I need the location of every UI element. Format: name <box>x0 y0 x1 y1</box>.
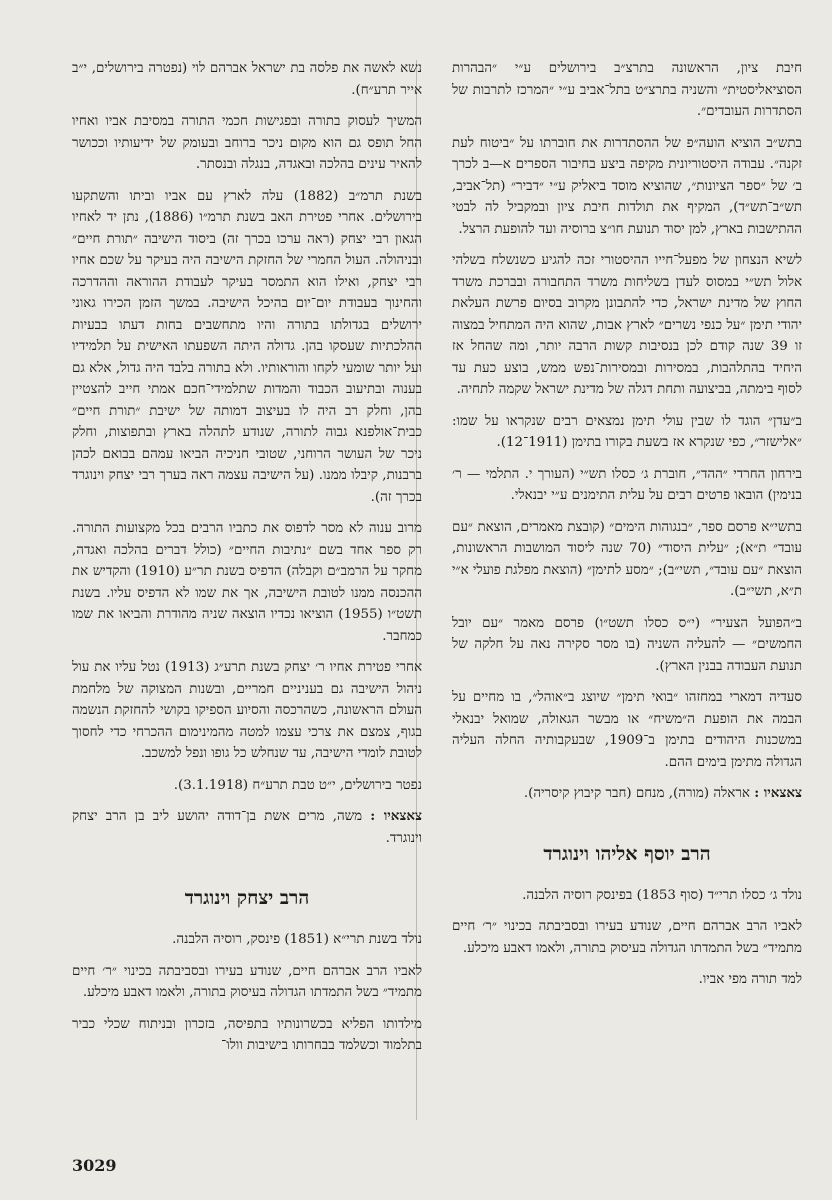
right-column <box>452 58 802 1001</box>
article-paragraph: נפטר בירושלים, י״ט טבת תרע״ח (3.1.1918). <box>173 777 422 793</box>
article-paragraph: מרוב ענוה לא מסר לדפוס את כתביו הרבים בכל מקצועות התורה. רק ספר אחד בשם ״נתיבות החיים״ (כולל דברים בהלכה ואגדה, מחקר על הרמב״ם וקבלה) הדפיס בשנת תר״ע (1910) והקדיש את ההכנסה ממנו לטובת הישיבה, אך את שמו לא הדפיס עליו. בשנת תשט״ו (1955) הוציאו נכדיו הוצאה שניה מהודרת והביאו את שמו כמחבר. <box>72 521 423 644</box>
bio-paragraph: לאביו הרב אברהם חיים, שנודע בעירו ובסביבתה בכינוי ״ר׳ חיים מתמיד״ בשל התמדתו הגדולה בעיסוק בתורה, ולאמו דאבע מיכלע. <box>452 919 802 956</box>
article-paragraph: בתשי״א פרסם ספר, ״בנגוהות הימים״ (קובצת מאמרים, הוצאת ״עם עובד״ ת״א); ״עלית היסוד״ (70 שנה ליסוד המושבות הראשונות, הוצאת ״עם עובד״, תשי״ב); ״מסע לתימן״ (הוצאת מפלגת פועלי א״י ת״א, תשי״ב). <box>452 519 803 599</box>
descendants-text: אראלה (מורה), מנחם (חבר קיבוץ קיסריה). <box>523 786 750 801</box>
article-paragraph: בירחון החרדי ״ההד״, חוברת ג׳ כסלו תש״י (העורך י. התלמי — ר׳ בנימין) הובאו פרטים רבים על עלית התימנים ע״י יבנאלי. <box>452 466 802 503</box>
entry-heading: הרב יוסף אליהו וינוגרד <box>543 842 711 865</box>
article-paragraph: בתש״ב הוציא הועה״פ של ההסתדרות את חוברתו על ״ביטוח לעת זקנה״. עבודה היסטוריונית מקיפה ביצע בחיבור הספרים א—ב לכרך ב׳ של ״ספר הציונות״, שהוציא מוסד ביאליק ע״י ״דביר״ (תל־אביב, תש״ב־תש״ד), המקיף את תולדות חיבת ציון ובמקביל לה לבטי ההתישבות בארץ, למן יסוד תנועת חו״צ ברוסיה ועד להופעת הרצל. <box>452 135 802 237</box>
descendants-line <box>72 806 422 849</box>
entry-heading: הרב יצחק וינוגרד <box>184 887 310 909</box>
bio-paragraph: נולד ג׳ כסלו תרי״ד (סוף 1853) בפינסק רוסיה הלבנה. <box>522 887 802 903</box>
article-paragraph: ב״עדן״ הוגד לו שבין עולי תימן נמצאים רבים שנקראו על שמו: ״אלישזר״, כפי שנקרא אז בשעת בקורו בתימן (1911־12). <box>452 413 802 450</box>
descendants-label: צאצאיו : <box>754 785 802 801</box>
descendants-text: משה, מרים אשת בן־דודה יהושע ליב בן הרב יצחק וינוגרד. <box>72 809 422 846</box>
descendants-line <box>452 783 802 805</box>
article-paragraph: המשיך לעסוק בתורה ובפגישות חכמי התורה במסיבת אביו ואחיו החל תופס גם הוא מקום ניכר ברוחב ובעומק של ידיעותיו וככושר להאיר עינים בהלכה ובאגדה, בנגלה ובנסתר. <box>72 114 422 172</box>
article-paragraph: לשיא הנצחון של מפעל־חייו ההיסטורי זכה להגיע כשנשלח בשלהי אלול תש״י במסוס לעדן בשליחות משרד התחבורה ובברכת משרד החוץ של מדינת ישראל, כדי להתבונן מקרוב בסיום פרשת העלאת יהודי תימן ״על כנפי נשרים״ לארץ אבות, שהוא היה המתחיל במצוה זו 39 שנה קודם לכן בנסיבות קשות הרבה יותר, ומה שהחל אז היחיד בהתלהבות, במסירות ובמסירות־נפש ממש, בוצע כעת עד לסוף בימתה, בביצועה ותחת דגלה של מדינת ישראל שקמה לתחיה. <box>452 253 803 397</box>
left-column <box>72 58 422 1067</box>
bio-paragraph: לאביו הרב אברהם חיים, שנודע בעירו ובסביבתה בכינוי ״ר׳ חיים מתמיד״ בשל התמדתו הגדולה בעיסוק בתורה, ולאמו דאבע מיכלע. <box>72 963 422 1000</box>
article-paragraph: סעדיה דמארי במחזהו ״בואי תימן״ שיוצג ב״אוהל״, בו מחיים על הבמה את הופעת ה״משיח״ או מבשר הגאולה, שמואל יבנאלי במשכנות היהודים בתימן ב־1909, שבעקבותיה החלה העליה הגדולה מתימן בימים ההם. <box>452 690 802 770</box>
bio-paragraph: מילדותו הפליא בכשרונותיו בתפיסה, בזכרון ובניתוח שכלי כביר בתלמוד וכשלמד בבחרותו בישיבות וולו־ <box>72 1016 422 1053</box>
article-paragraph: נשא לאשה את פלסה בת ישראל אברהם לוי (נפטרה בירושלים, י״ב אייר תרע״ח). <box>72 61 422 98</box>
article-paragraph: ב״הפועל הצעיר״ (י״ס כסלו תשט״ו) פרסם מאמר ״עם יובל החמשים״ — להעליה השניה (בו מסר סקירה נאה על חלקה של תנועת העבודה בבנין הארץ). <box>452 615 802 674</box>
article-paragraph: בשנת תרמ״ב (1882) עלה לארץ עם אביו וביתו והשתקעו בירושלים. אחרי פטירת האב בשנת תרמ״ו (1886), נתן יד לאחיו הגאון רבי יצחק (ראה ערכו בכרך זה) ביסוד הישיבה ״תורת חיים״ ובניהולה. העול החמרי של החזקת הישיבה היה בעיקר על שכם אחיו רבי יצחק, ואילו הוא התמסר בעיקר לעבודת ההוראה וההדרכה והחינוך בעבודת יום־יום בהיכל הישיבה. במשך הזמן הכירו גאוני ירושלים בגדולתו בתורה והיו מתחשבים בחות דעתו בבעיות ההלכתיות שעסקו בהן. גדולה היתה השפעתו האישית על תלמידיו ועל יותר שומעי לקחו והוראותיו. ולא בתורה בלבד היה גדול, אלא גם בענוה ובתיעוב הכבוד והמדות שתלמידי־חכם אמתי חייב להצטיין בהן, וחלק רב היה לו בעיצוב דמותה של ישיבת ״תורת חיים״ כבית־אולפנא גבוה לתורה, שנודע לתהלה בארץ ובתפוצות, וחלק ניכר של העושר הרוחני, שטובי חניכיה הביאו עמהם בבואם לכהן ברבנות, קיבלו ממנו. (על הישיבה עצמה ראה בערך רבי יצחק וינוגרד בכרך זה). <box>72 188 423 505</box>
bio-paragraph: למד תורה מפי אביו. <box>698 972 802 987</box>
bio-paragraph: נולד בשנת תרי״א (1851) פינסק, רוסיה הלבנה. <box>172 932 422 947</box>
article-paragraph: חיבת ציון, הראשונה בתרצ״ב בירושלים ע״י ״הבהרות הסוציאליסטית״ והשניה בתרצ״ט בתל־אביב ע״י ״המרכז לתרבות של הסתדרות העובדים״. <box>452 61 802 119</box>
descendants-label: צאצאיו : <box>370 808 422 824</box>
article-paragraph: אחרי פטירת אחיו ר׳ יצחק בשנת תרע״ג (1913) נטל עליו את עול ניהול הישיבה גם בעניניים חמריים, ובשנות המצוקה של מלחמת העולם הראשונה, כשהרכסה והסיוע הספיקו בקושי להחזקת הנשמה בגוף, צמצם את צרכי עצמו למטה מהמינימום ההכרחי כדי לחסוך לטובת לומדי הישיבה, עד שנחלש כל גופו ונפל למשכב. <box>72 660 422 761</box>
page-number: 3029 <box>72 1156 117 1175</box>
